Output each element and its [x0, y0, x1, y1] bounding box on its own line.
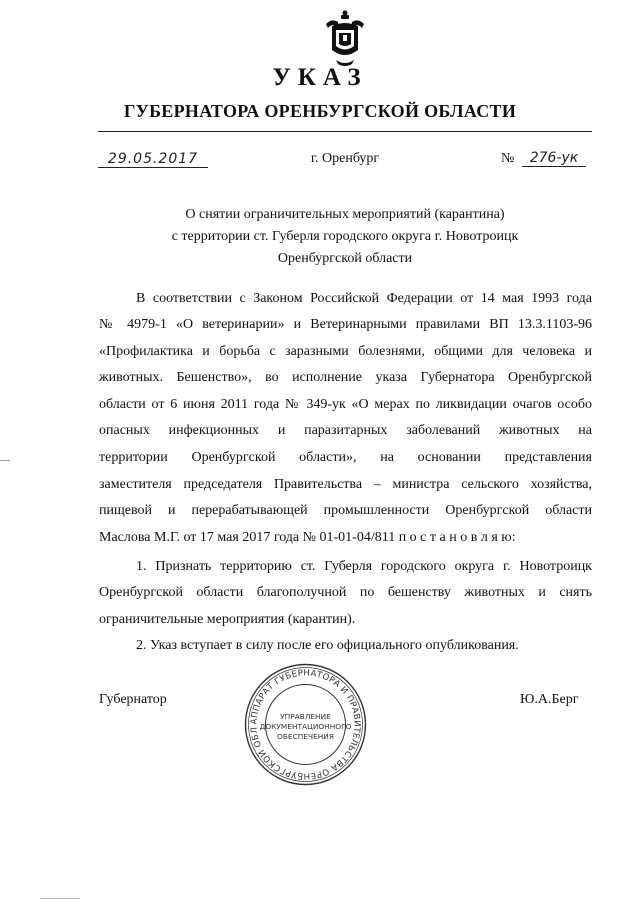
header-divider	[98, 131, 592, 132]
document-number: 276-ук	[522, 150, 586, 167]
body-line: В соответствии с Законом Российской Федерации от 14 мая 1993 года	[136, 291, 592, 306]
item-1-line: Оренбургской области благополучной по бешенству животных и снять	[99, 585, 592, 600]
body-line: заместителя председателя Правительства – министра сельского хозяйства,	[99, 477, 592, 492]
document-city: г. Оренбург	[310, 151, 380, 166]
item-1-line: 1. Признать территорию ст. Губерля городского округа г. Новотроицк	[136, 559, 592, 574]
item-2-line: 2. Указ вступает в силу после его официального опубликования.	[136, 638, 519, 653]
body-line: животных. Бешенство», во исполнение указа Губернатора Оренбургской	[99, 370, 592, 385]
body-line: опасных инфекционных и паразитарных заболеваний животных на	[99, 423, 592, 438]
coat-of-arms-emblem	[322, 8, 368, 68]
document-subtitle: ГУБЕРНАТОРА ОРЕНБУРГСКОЙ ОБЛАСТИ	[123, 101, 517, 121]
body-line: области от 6 июня 2011 года № 349-ук «О мерах по ликвидации очагов особо	[99, 397, 592, 412]
body-line: пищевой и перерабатывающей промышленности Оренбургской области	[99, 503, 592, 518]
document-date: 29.05.2017	[98, 151, 208, 168]
seal-center-text: УПРАВЛЕНИЕ	[280, 712, 331, 721]
body-line: территории Оренбургской области», на основании представления	[99, 450, 592, 465]
body-line: «Профилактика и борьба с заразными болезнями, общими для человека и	[99, 344, 592, 359]
signatory-role: Губернатор	[99, 692, 167, 707]
footer-mark	[40, 898, 80, 899]
seal-center-text: ОБЕСПЕЧЕНИЯ	[277, 732, 334, 741]
seal-ring-text: АППАРАТ ГУБЕРНАТОРА И ПРАВИТЕЛЬСТВА ОРЕНБУРГСКОЙ ОБЛ	[249, 668, 362, 781]
item-1-line: ограничительные мероприятия (карантин).	[99, 612, 356, 627]
seal-center-text: ДОКУМЕНТАЦИОННОГО	[259, 722, 352, 731]
document-title: УКАЗ	[272, 64, 368, 91]
subject-line: О снятии ограничительных мероприятий (карантина)	[185, 207, 505, 222]
margin-mark	[0, 460, 10, 461]
subject-line: Оренбургской области	[277, 251, 413, 266]
body-line: № 4979-1 «О ветеринарии» и Ветеринарными правилами ВП 13.3.1103-96	[99, 317, 592, 332]
signatory-name: Ю.А.Берг	[520, 692, 579, 707]
subject-line: с территории ст. Губерля городского округа г. Новотроицк	[171, 229, 519, 244]
number-sign: №	[501, 151, 515, 166]
official-seal	[243, 662, 368, 787]
body-line: Маслова М.Г. от 17 мая 2017 года № 01-01-04/811 п о с т а н о в л я ю:	[99, 530, 516, 545]
